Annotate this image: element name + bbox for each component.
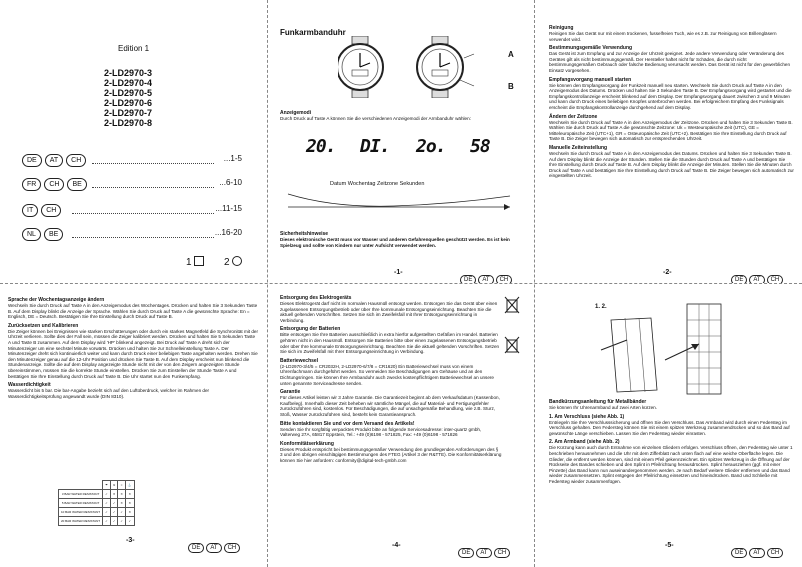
section-text: Wasserdicht bis 5 bar. Die bar-Angabe bezieht sich auf den Luftüberdruck, welcher im Rahmen der Wasserdichtigkeitsprüfung angewandt wurde (DIN 8310). [8,388,210,399]
section-text: (2-LD2970-3/4/5 = CR2032H, 2-LD2970-6/7/8 = CR1620) Ein Batteriewechsel muss von einem Uhrenfachmann durchgeführt werden. So vermeiden Sie Beschädigungen am Gehäuse und an den Dichtungsringen. Sie können Ihre Armbanduhr auch zwecks kostenpflichtigem Batteriewechsel an unsere unten genannte Serviceadresse senden. [280,363,494,386]
lang-badge: BE [44,228,63,241]
section-text: Die Kürzung kann auch durch Entnahme von einzelnen Gliedern erfolgen. Verschluss öffnen, den Federsteg wie unter 1 beschrieben herausnehmen und die Uhr mit dem Zifferblatt nach unten flach auf eine weiche Oberfläche legen. Die Glieder, die entfernt werden können, sind mit einem Pfeil gekennzeichnet. Ein spitzes Werkzeug in die Öffnung auf der Rückseite des Bandes schieben und den Splint in Pfeilrichtung herausdrücken. Splint herausziehen (ggf. mit einer Pinzette) das Band kann nun auseinandergenommen werden. Je nach Bedarf weitere Glieder entfernen und das Band wieder zusammensetzen. Splint entgegen der Pfeilrichtung einsetzen und hineindrücken. Band und Schließe mit Federsteg wieder zusammenfügen. [549,445,793,484]
section-heading: Entsorgung der Batterien [280,326,341,333]
table-row: 20 BAR WATER RESISTANT ✓ ✓ ✓ ✓ [59,517,135,526]
section-text: Entriegeln Sie Ihre Verschlusssicherung und öffnen Sie den Verschluss. Das Armband wird durch einen Federsteg im Verschluss gehalten. Den Federsteg können Sie mit einem spitzen Werkzeug zusammendrücken und so das Band auf gewünschte Länge verschieben. Lassen Sie den Federsteg wieder einrasten. [549,419,790,436]
section-heading: Bandkürzungsanleitung für Metallbänder [549,399,647,405]
bracelet-clasp-icon [601,318,657,392]
footer-badges [458,541,512,559]
section-heading: Bestimmungsgemäße Verwendung [549,45,633,52]
band-shortening-illustration [591,300,751,396]
swim-icon: ≈ [118,481,126,490]
lang-badge: CH [496,275,513,283]
lcd-weekday: DI. [360,136,390,157]
model-number: 2-LD2970-8 [104,118,153,128]
lang-badge: DE [731,548,747,558]
language-row [22,154,242,168]
footer-badges [460,268,514,283]
lang-badge: CH [767,275,784,283]
lang-badge: AT [749,275,764,283]
section-heading: Anzeigemodi [280,110,312,116]
footer-badges [731,541,785,559]
lang-badge: AT [749,548,764,558]
page-5 [535,284,802,567]
lang-badge: DE [731,275,747,283]
shower-icon: ≋ [110,481,118,490]
lang-badge: CH [224,543,241,553]
page-2 [535,0,802,283]
model-number: 2-LD2970-6 [104,98,153,108]
page-4-content [280,292,502,463]
lang-badge: CH [66,154,86,167]
section-heading: Manuelle Zeiteinstellung [549,144,608,151]
section-text: Senden Sie Ihr sorgfältig verpacktes Produkt bitte an folgende Servicesadresse: inter-quartz gmbh, Valterweg 27A, 65817 Eppstein, Tel.: +49 (0)6198 - 571825, Fax: +49 (0)6198 - 571826 [280,426,482,438]
watch-icon [338,36,383,98]
page-range: ...6-10 [219,178,242,187]
lang-badge: CH [41,204,61,217]
lang-badge: DE [460,275,476,283]
section-text: Wechseln Sie durch Druck auf Taste A in den Anzeigemodus des Wochentages. Drücken und halten Sie 3 Sekunden Taste B. Auf dem Display blinkt die Anzeige der Sprache. Wählen Sie durch Druck auf Taste A die gewünschte Sprache: En = Englisch, DE = Deutsch. Bestätigen Sie Ihre Einstellung durch Druck auf Taste B. [8,303,258,320]
page-3 [0,284,267,567]
section-text: Für dieses Artikel leisten wir 3 Jahre Garantie. Die Garantiezeit beginnt ab dem Verkaufsdatum (Kassenbon, Kaufbeleg). Innerhalb dieser Zeit beheben wir sämtliche Mängel, die auf Material- und Fertigungsfehler zurückzuführen sind, kostenlos. Für Beschädigungen, die auf unsachgemäße Behandlung, wie z.B. Sturz, Stoß, Wasser zurückzuführen sind, besteht kein Garantieanspruch. [280,395,500,417]
section-heading: Bitte kontaktieren Sie und vor dem Versand des Artikels! [280,420,415,427]
lang-badge: DE [458,548,474,558]
edition-label: Edition 1 [118,44,150,53]
page-1 [268,0,534,283]
section-heading: Reinigung [549,25,574,31]
button-b-label: B [508,82,514,91]
button-a-label: A [508,50,514,59]
weee-bin-icon [504,296,520,314]
section-heading: 2. Am Armband (siehe Abb. 2) [549,439,620,446]
page-5-content [549,396,794,485]
section-heading: Batteriewechsel [280,357,319,364]
lang-badge: IT [22,204,38,217]
lang-badge: DE [22,154,42,167]
option-1: 1 [186,256,204,268]
section-heading: Zurücksetzen und Kalibrieren [8,322,79,329]
lcd-timezone: 2o. [416,136,446,157]
circle-icon [232,256,242,266]
bracelet-links-icon [665,304,721,394]
section-text: Sie können den Empfangsvorgang der Funkzeit manuell neu starten. Wechseln Sie durch Druck auf Taste A in den Anzeigemodus des Datums. Drücken und halten Sie 3 Sekunden Taste B. Der Empfangsvorgang wird gestartet und die Empfangskontrollanzeige erscheint blinkend auf dem Display. Der Empfangsvorgang dauert zwischen 3 und 9 Minuten und kann durch Druck eines beliebigen Knopfes unterbrochen werden. Bei erfolgreichem Empfang des Funksignals erscheint die Empfangskontrollanzeige durchgehend auf dem Display. [549,82,792,110]
section-heading: Konformitätserklärung [280,440,334,447]
water-resistance-table [58,480,135,526]
page-2-content [549,22,794,179]
lang-badge: BE [67,178,86,191]
page-number: -5- [665,542,674,549]
page-range: ...16-20 [214,228,242,237]
lang-badge: AT [206,543,221,553]
page-range: ...11-15 [215,204,242,213]
table-cell: 20 BAR WATER RESISTANT [59,517,103,526]
page-number: -1- [394,269,403,276]
model-number: 2-LD2970-3 [104,68,153,78]
lang-badge: NL [22,228,41,241]
lang-badge: AT [476,548,491,558]
table-row: 10 BAR WATER RESISTANT ✓ ✓ ✓ ✕ [59,508,135,517]
page-number: -4- [392,542,401,549]
watch-illustration [338,36,488,98]
table-cell: 10 BAR WATER RESISTANT [59,508,103,517]
table-row: 3 BAR WATER RESISTANT ✓ ✕ ✕ ✕ [59,490,135,499]
checkbox-icon [194,256,204,266]
section-heading: 1. Am Verschluss (siehe Abb. 1) [549,413,625,420]
splash-icon: ☂ [103,481,111,490]
battery-bin-icon [504,336,520,354]
section-heading: Ändern der Zeitzone [549,113,598,120]
lcd-date: 20. [306,136,336,157]
table-cell: 3 BAR WATER RESISTANT [59,490,103,499]
lcd-seconds: 58 [470,136,490,157]
section-heading: Sprache der Wochentagsanzeige ändern [8,297,105,303]
section-text: Die Zeiger können bei Ereignissen wie starken Erschütterungen oder durch ein starkes Magnetfeld die Synchronität mit der Uhrzeit verlieren. Sollte dies der Fall sein, müssen die Zeiger kalibriert werden. Drücken und halten Sie 5 Sekunden Taste A und Taste B zusammen. Auf dem Display wird 'HP' blinkend angezeigt. Bei Druck auf Taste A dreht sich der Minutenzeiger um eine sechstel Minute vorwärts. Drücken und halten Sie zur Schnelleinstellung Taste A. Der Minutenzeiger dreht sich kontinuierlich weiter und kann durch Druck einer beliebigen Taste angehalten werden. Drehen Sie den Minutenzeiger genau auf die 12-Uhr Position und drücken Sie Taste B. Auf dem Display erscheint nun blinkend die Stundenanzeige. Sollte die auf dem Display angezeigte Stunde nicht mit der von den Zeigern angezeigten Stunde übereinstimmen, müssen Sie die korrekte Stunde einstellen. Drücken Sie zum Einstellen der Stunde Taste A und bestätigen Sie Ihre Einstellung durch Druck auf Taste B. Die Uhr startet nun den Funkempfang. [8,328,258,379]
model-number: 2-LD2970-7 [104,108,153,118]
language-row [22,228,242,242]
section-text: Dieses elektronische Gerät muss vor Wasser und anderen Gefahrenquellen geschützt werden. Es ist kein Spielzeug und sollte von Kindern nur unter Aufsicht verwendet werden. [280,237,510,248]
lang-badge: AT [478,275,493,283]
mode-cycle-arrows [284,190,514,212]
table-row: 5 BAR WATER RESISTANT ✓ ✓ ✕ ✕ [59,499,135,508]
section-text: Sie können Ihr Uhrenarmband auf zwei Arten kürzen. [549,405,658,410]
lang-badge: AT [45,154,63,167]
section-text: Bitte entsorgen Sie Ihre Batterien ausschließlich in extra hierfür aufgestellten Gefäßen im Handel. Batterien gehören nicht in den Hausmüll. Entsorgen Sie Batterien bitte über einen zugelassenen Entsorgungsbetrieb oder über Ihre kommunale Entsorgungseinrichtung. Beachten Sie die aktuell geltenden Vorschriften. Setzen Sie sich im Zweifelsfall mit Ihrer Entsorgungseinrichtung in Verbindung. [280,332,500,355]
lang-badge: DE [188,543,204,553]
section-text: Wechseln Sie durch Druck auf Taste A in den Anzeigemodus des Datums. Drücken und halten Sie 3 Sekunden Taste B. Auf dem Display blinkt die Anzeige der Stunden. Stellen Sie die Stunden durch Druck auf Taste A und bestätigen Sie Ihre Einstellung durch Druck auf Taste B. Auf dem Display blinkt die Anzeige der Minuten. Stellen Sie die Minuten durch Druck auf Taste A und bestätigen Sie Ihre Einstellung durch Druck auf Taste B. Die Zeiger bewegen sich automatisch zur eingestellten Uhrzeit. [549,150,794,179]
safety-section [280,228,525,248]
section-heading: Sicherheitshinweise [280,231,329,237]
lang-badge: CH [767,548,784,558]
footer-badges [188,536,242,554]
section-text: Wechseln Sie durch Druck auf Taste A in den Anzeigemodus der Zeitzone. Drücken und halten Sie 3 Sekunden Taste B. Wählen Sie durch Druck auf Taste A die gewünschte Zeitzone: Uk = Westeuropäische Zeit (UTC), GE = Mitteleuropäische Zeit (UTC+1), GR = Osteuropäische Zeit (UTC+2). Bestätigen Sie Ihre Einstellung durch Druck auf Taste B. Die Zeiger bewegen sich automatisch zur entsprechenden Uhrzeit. [549,119,793,142]
figure-labels: 1. 2. [595,304,607,310]
option-2: 2 [224,256,242,268]
page-4 [268,284,534,567]
modes-section [280,107,525,122]
model-number: 2-LD2970-4 [104,78,153,88]
section-text: Das Gerät ist zum Empfang und zur Anzeige der Uhrzeit geeignet. Jede andere Verwendung oder Veränderung des Gerätes gilt als nicht bestimmungsgemäß. Der Hersteller haftet nicht für Schäden, die durch nicht bestimmungsgemäßen Gebrauch oder falsche Bedienung verursacht werden. Das Gerät ist nicht für den gewerblichen Einsatz vorgesehen. [549,51,791,73]
section-heading: Wasserdichtigkeit [8,382,51,389]
page-range: ...1-5 [223,154,242,163]
section-text: Dieses Elektrogerät darf nicht im normalen Hausmüll entsorgt werden. Entsorgen Sie das Gerät über einen zugelassenen Entsorgungsbetrieb oder über Ihre kommunale Entsorgungseinrichtung. Beachten Sie die aktuell geltenden Vorschriften. Setzen Sie sich im Zweifelsfall mit Ihrer Entsorgungseinrichtung in Verbindung. [280,301,498,323]
cover-panel [0,0,267,283]
section-heading: Garantie [280,389,301,396]
section-text: Dieses Produkt entspricht bei bestimmungsgemäßer Verwendung den grundlegenden Anforderungen des § 3 und den übrigen einschlägigen Bestimmungen des FTEG (Artikel 3 der R&TTE). Die Konformitätserklärung können Sie hier anfordern: conformity@digital-tech-gmbh.com [280,446,502,463]
page-title: Funkarmbanduhr [280,28,346,37]
page-number: -3- [126,537,135,544]
page-number: -2- [663,269,672,276]
lang-badge: CH [44,178,64,191]
section-heading: Empfangsvorgang manuell starten [549,76,632,83]
model-number: 2-LD2970-5 [104,88,153,98]
section-text: Reinigen Sie das Gerät nur mit einem trockenen, fusselfreien Tuch, wie es z.B. zur Reinigung von Brillengläsern verwendet wird. [549,31,777,42]
section-heading: Entsorgung des Elektrogeräts [280,295,352,301]
language-row [22,178,242,192]
lcd-caption: Datum Wochentag Zeitzone Sekunden [330,181,425,187]
language-row [22,204,242,218]
footer-badges [731,268,785,283]
section-text: Durch Druck auf Taste A können Sie die verschiedenen Anzeigemodi der Armbanduhr wählen: [280,116,471,121]
dive-icon: ⚓ [125,481,134,490]
page-3-content [8,294,258,399]
lang-badge: CH [494,548,511,558]
watch-icon [417,36,474,98]
model-list [104,68,152,128]
lang-badge: FR [22,178,41,191]
table-cell: 5 BAR WATER RESISTANT [59,499,103,508]
